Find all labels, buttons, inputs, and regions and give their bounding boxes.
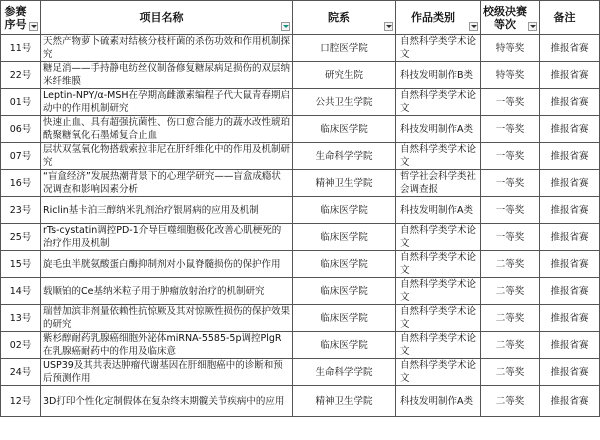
cell-category[interactable]: 自然科学类学术论文 (396, 305, 481, 332)
filter-dropdown-icon[interactable] (29, 22, 38, 31)
cell-note[interactable]: 推报省赛 (540, 224, 600, 251)
table-row[interactable] (1, 359, 600, 386)
cell-category[interactable]: 科技发明制作B类 (396, 62, 481, 89)
filter-dropdown-icon[interactable] (528, 22, 537, 31)
filter-dropdown-icon[interactable] (281, 22, 290, 31)
cell-note[interactable]: 推报省赛 (540, 35, 600, 62)
cell-category[interactable]: 自然科学类学术论文 (396, 359, 481, 386)
cell-category[interactable]: 哲学社会科学类社会调查报 (396, 170, 481, 197)
cell-department[interactable]: 研究生院 (293, 62, 396, 89)
cell-category[interactable]: 科技发明制作A类 (396, 386, 481, 417)
cell-department[interactable]: 临床医学院 (293, 224, 396, 251)
cell-num[interactable]: 11号 (1, 35, 41, 62)
cell-department[interactable]: 公共卫生学院 (293, 89, 396, 116)
filter-dropdown-icon[interactable] (384, 22, 393, 31)
cell-award[interactable]: 二等奖 (481, 359, 540, 386)
cell-num[interactable]: 02号 (1, 332, 41, 359)
cell-num[interactable]: 15号 (1, 251, 41, 278)
cell-project-name[interactable]: 快速止血、具有超强抗菌性、伤口愈合能力的蔬水改性琥珀酰聚糖氧化石墨烯复合止血 (41, 116, 293, 143)
cell-note[interactable]: 推报省赛 (540, 170, 600, 197)
cell-award[interactable]: 一等奖 (481, 170, 540, 197)
cell-award[interactable]: 一等奖 (481, 224, 540, 251)
table-row[interactable] (1, 170, 600, 197)
filter-dropdown-icon[interactable] (469, 22, 478, 31)
table-row[interactable] (1, 332, 600, 359)
cell-category[interactable]: 自然科学类学术论文 (396, 35, 481, 62)
cell-department[interactable]: 生命科学学院 (293, 143, 396, 170)
cell-award[interactable]: 二等奖 (481, 251, 540, 278)
cell-department[interactable]: 口腔医学院 (293, 35, 396, 62)
cell-award[interactable]: 一等奖 (481, 143, 540, 170)
cell-project-name[interactable]: 瑞替加滨非剂量依赖性抗惊厥及其对惊厥性损伤的保护效果的研究 (41, 305, 293, 332)
table-row[interactable] (1, 143, 600, 170)
cell-num[interactable]: 13号 (1, 305, 41, 332)
cell-award[interactable]: 特等奖 (481, 62, 540, 89)
column-header-award[interactable] (481, 1, 540, 35)
cell-num[interactable]: 23号 (1, 197, 41, 224)
column-header-dept[interactable] (293, 1, 396, 35)
cell-category[interactable]: 自然科学类学术论文 (396, 89, 481, 116)
cell-num[interactable]: 07号 (1, 143, 41, 170)
cell-num[interactable]: 24号 (1, 359, 41, 386)
column-header-note[interactable] (540, 1, 600, 35)
cell-award[interactable]: 二等奖 (481, 386, 540, 417)
cell-award[interactable]: 二等奖 (481, 332, 540, 359)
cell-num[interactable]: 06号 (1, 116, 41, 143)
cell-department[interactable]: 生命科学学院 (293, 359, 396, 386)
cell-num[interactable]: 12号 (1, 386, 41, 417)
table-row[interactable] (1, 278, 600, 305)
cell-project-name[interactable]: 载顺铂的Ce基纳米粒子用于肿瘤放射治疗的机制研究 (41, 278, 293, 305)
header-note-label: 备注 (553, 11, 576, 24)
cell-note[interactable]: 推报省赛 (540, 143, 600, 170)
cell-note[interactable]: 推报省赛 (540, 386, 600, 417)
cell-award[interactable]: 一等奖 (481, 197, 540, 224)
cell-project-name[interactable]: 紫杉醇耐药乳腺癌细胞外泌体miRNA-5585-5p调控PlgR在乳腺癌耐药中的作用及临床意 (41, 332, 293, 359)
cell-project-name[interactable]: rTs-cystatin调控PD-1介导巨噬细胞极化改善心肌梗死的治疗作用及机制 (41, 224, 293, 251)
header-dept-label: 院系 (328, 11, 350, 24)
header-num-label: 参赛序号 (4, 4, 27, 31)
cell-num[interactable]: 25号 (1, 224, 41, 251)
cell-award[interactable]: 特等奖 (481, 35, 540, 62)
cell-department[interactable]: 临床医学院 (293, 116, 396, 143)
table-row[interactable] (1, 62, 600, 89)
column-header-num[interactable] (1, 1, 41, 35)
cell-project-name[interactable]: Riclin基卡泊三醇纳米乳剂治疗银屑病的应用及机制 (41, 197, 293, 224)
cell-project-name[interactable]: 层状双氢氧化物搭载索拉非尼在肝纤维化中的作用及机制研究 (41, 143, 293, 170)
header-row (1, 1, 600, 35)
column-header-type[interactable] (396, 1, 481, 35)
cell-project-name[interactable]: 旋毛虫半胱氨酸蛋白酶抑制剂对小鼠脊髓损伤的保护作用 (41, 251, 293, 278)
cell-department[interactable]: 临床医学院 (293, 251, 396, 278)
cell-num[interactable]: 01号 (1, 89, 41, 116)
cell-category[interactable]: 科技发明制作A类 (396, 197, 481, 224)
cell-note[interactable]: 推报省赛 (540, 62, 600, 89)
header-type-label: 作品类别 (411, 11, 455, 24)
cell-note[interactable]: 推报省赛 (540, 251, 600, 278)
cell-category[interactable]: 自然科学类学术论文 (396, 143, 481, 170)
cell-project-name[interactable]: “盲盒经济”发展热潮背景下的心理学研究——盲盒成瘾状况调查和影响因素分析 (41, 170, 293, 197)
cell-category[interactable]: 科技发明制作A类 (396, 116, 481, 143)
cell-category[interactable]: 自然科学类学术论文 (396, 224, 481, 251)
cell-category[interactable]: 自然科学类学术论文 (396, 332, 481, 359)
header-name-label: 项目名称 (139, 11, 184, 24)
cell-note[interactable]: 推报省赛 (540, 278, 600, 305)
cell-department[interactable]: 临床医学院 (293, 332, 396, 359)
cell-note[interactable]: 推报省赛 (540, 89, 600, 116)
cell-department[interactable]: 临床医学院 (293, 197, 396, 224)
table-row[interactable] (1, 35, 600, 62)
cell-project-name[interactable]: 天然产物萝卜硫素对结核分枝杆菌的杀伤功效和作用机制探究 (41, 35, 293, 62)
cell-category[interactable]: 自然科学类学术论文 (396, 251, 481, 278)
table-row[interactable] (1, 224, 600, 251)
table-row[interactable] (1, 89, 600, 116)
cell-award[interactable]: 一等奖 (481, 116, 540, 143)
cell-note[interactable]: 推报省赛 (540, 332, 600, 359)
cell-project-name[interactable]: 糖足消——手持静电纺丝仪制备修复糖尿病足损伤的双层纳米纤维膜 (41, 62, 293, 89)
cell-award[interactable]: 二等奖 (481, 305, 540, 332)
cell-department[interactable]: 精神卫生学院 (293, 386, 396, 417)
cell-note[interactable]: 推报省赛 (540, 197, 600, 224)
cell-project-name[interactable]: Leptin-NPY/α-MSH在孕期高雌激素编程子代大鼠青春期启动中的作用机制研究 (41, 89, 293, 116)
cell-department[interactable]: 临床医学院 (293, 305, 396, 332)
cell-num[interactable]: 16号 (1, 170, 41, 197)
cell-project-name[interactable]: 3D打印个性化定制假体在复杂终末期髋关节疾病中的应用 (41, 386, 293, 417)
cell-note[interactable]: 推报省赛 (540, 305, 600, 332)
table-row[interactable] (1, 386, 600, 417)
cell-department[interactable]: 临床医学院 (293, 278, 396, 305)
table-row[interactable] (1, 251, 600, 278)
cell-note[interactable]: 推报省赛 (540, 116, 600, 143)
cell-num[interactable]: 14号 (1, 278, 41, 305)
table-row[interactable] (1, 305, 600, 332)
cell-award[interactable]: 二等奖 (481, 278, 540, 305)
table-row[interactable] (1, 197, 600, 224)
cell-award[interactable]: 一等奖 (481, 89, 540, 116)
header-award-label: 校级决赛等次 (483, 4, 527, 31)
cell-num[interactable]: 22号 (1, 62, 41, 89)
cell-note[interactable]: 推报省赛 (540, 359, 600, 386)
table-row[interactable] (1, 116, 600, 143)
cell-department[interactable]: 精神卫生学院 (293, 170, 396, 197)
cell-project-name[interactable]: USP39及其共表达肿瘤代谢基因在肝细胞癌中的诊断和预后预测作用 (41, 359, 293, 386)
column-header-name[interactable] (41, 1, 293, 35)
cell-category[interactable]: 自然科学类学术论文 (396, 278, 481, 305)
